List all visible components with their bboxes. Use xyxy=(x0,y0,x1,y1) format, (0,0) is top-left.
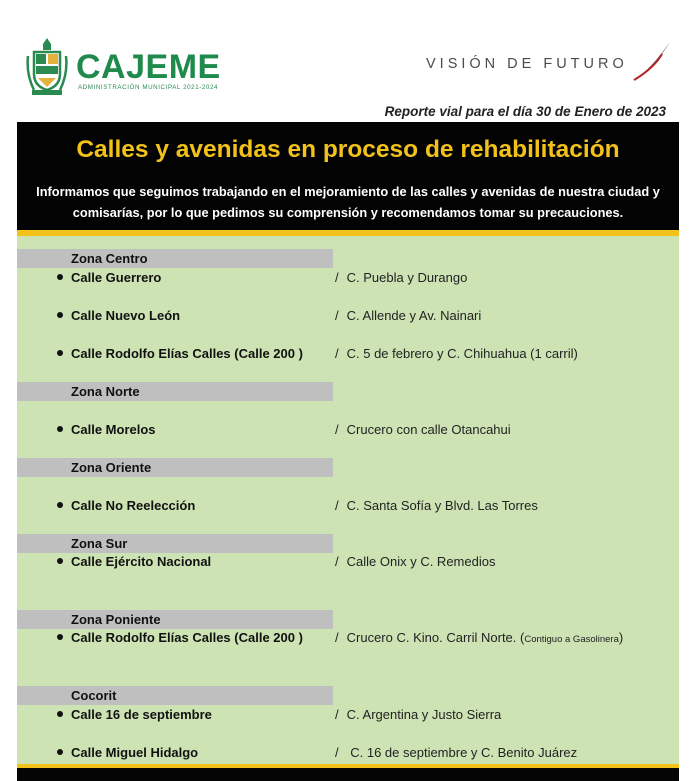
street-detail: / C. Allende y Av. Nainari xyxy=(335,308,482,323)
street-name: Calle Ejército Nacional xyxy=(71,554,212,569)
street-name: Calle Rodolfo Elías Calles (Calle 200 ) xyxy=(71,630,303,645)
slogan: VISIÓN DE FUTURO xyxy=(426,56,628,72)
street-detail-text: C. Puebla y Durango xyxy=(346,270,468,285)
street-detail: / C. Argentina y Justo Sierra xyxy=(335,707,502,722)
zone-header xyxy=(17,249,333,268)
zone-header xyxy=(17,686,333,705)
brand-name: CAJEME xyxy=(76,48,221,86)
brand-subtitle: ADMINISTRACIÓN MUNICIPAL 2021-2024 xyxy=(78,84,219,91)
street-detail-text: C. Allende y Av. Nainari xyxy=(346,308,482,323)
street-item xyxy=(57,270,161,285)
bullet-icon xyxy=(57,426,63,432)
street-item xyxy=(57,422,156,437)
report-date: Reporte vial para el día 30 de Enero de 2023 xyxy=(384,104,666,119)
street-detail-text: Crucero C. Kino. Carril Norte. ( xyxy=(346,630,525,645)
street-name: Calle Rodolfo Elías Calles (Calle 200 ) xyxy=(71,346,303,361)
street-item xyxy=(57,308,180,323)
street-detail-text: C. 16 de septiembre y C. Benito Juárez xyxy=(346,745,578,760)
street-note: Contiguo a Gasolinera xyxy=(524,634,619,645)
zone-header xyxy=(17,610,333,629)
bottom-bar xyxy=(17,768,679,781)
street-detail: / Crucero con calle Otancahui xyxy=(335,422,511,437)
street-detail-text: Crucero con calle Otancahui xyxy=(346,422,511,437)
banner-title: Calles y avenidas en proceso de rehabilitación xyxy=(76,136,620,163)
street-detail-text: Calle Onix y C. Remedios xyxy=(346,554,496,569)
street-name: Calle No Reelección xyxy=(71,498,196,513)
street-detail: / Crucero C. Kino. Carril Norte. (Contiguo a Gasolinera) xyxy=(335,630,624,645)
bullet-icon xyxy=(57,634,63,640)
street-detail-text: C. Santa Sofía y Blvd. Las Torres xyxy=(346,498,538,513)
page-header xyxy=(0,0,696,119)
zone-label: Zona Poniente xyxy=(71,612,161,627)
street-detail: / Calle Onix y C. Remedios xyxy=(335,554,496,569)
streets-panel xyxy=(17,236,679,768)
street-detail: / C. 5 de febrero y C. Chihuahua (1 carril) xyxy=(335,346,578,361)
street-name: Calle Guerrero xyxy=(71,270,162,285)
street-detail-text: C. Argentina y Justo Sierra xyxy=(346,707,502,722)
closing-paren: ) xyxy=(618,630,624,645)
street-detail: / C. Santa Sofía y Blvd. Las Torres xyxy=(335,498,538,513)
municipal-seal-icon xyxy=(26,36,68,98)
zone-label: Zona Sur xyxy=(71,536,128,551)
cajeme-logo xyxy=(26,36,226,98)
announcement-banner xyxy=(17,122,679,230)
bullet-icon xyxy=(57,558,63,564)
bullet-icon xyxy=(57,312,63,318)
street-name: Calle Miguel Hidalgo xyxy=(71,745,199,760)
street-detail-text: C. 5 de febrero y C. Chihuahua (1 carril) xyxy=(346,346,578,361)
bullet-icon xyxy=(57,749,63,755)
zone-label: Zona Oriente xyxy=(71,460,152,475)
zone-header xyxy=(17,382,333,401)
zone-header xyxy=(17,458,333,477)
street-detail: / C. Puebla y Durango xyxy=(335,270,468,285)
street-item xyxy=(57,745,198,760)
street-item xyxy=(57,346,303,361)
street-item xyxy=(57,554,211,569)
zone-label: Zona Centro xyxy=(71,251,148,266)
zone-label: Zona Norte xyxy=(71,384,140,399)
zone-header xyxy=(17,534,333,553)
banner-text: Informamos que seguimos trabajando en el mejoramiento de las calles y avenidas de nuestra ciudad y comisarías, por lo que pedimos su comprensión y recomendamos tomar su precauciones. xyxy=(36,184,660,220)
arrow-swoosh-icon xyxy=(632,40,672,82)
bullet-icon xyxy=(57,274,63,280)
bullet-icon xyxy=(57,502,63,508)
bullet-icon xyxy=(57,711,63,717)
street-detail: / C. 16 de septiembre y C. Benito Juárez xyxy=(335,745,578,760)
bullet-icon xyxy=(57,350,63,356)
street-name: Calle 16 de septiembre xyxy=(71,707,212,722)
street-item xyxy=(57,707,212,722)
street-name: Calle Nuevo León xyxy=(71,308,181,323)
zone-label: Cocorit xyxy=(71,688,117,703)
street-name: Calle Morelos xyxy=(71,422,156,437)
street-item xyxy=(57,498,195,513)
street-item xyxy=(57,630,303,645)
